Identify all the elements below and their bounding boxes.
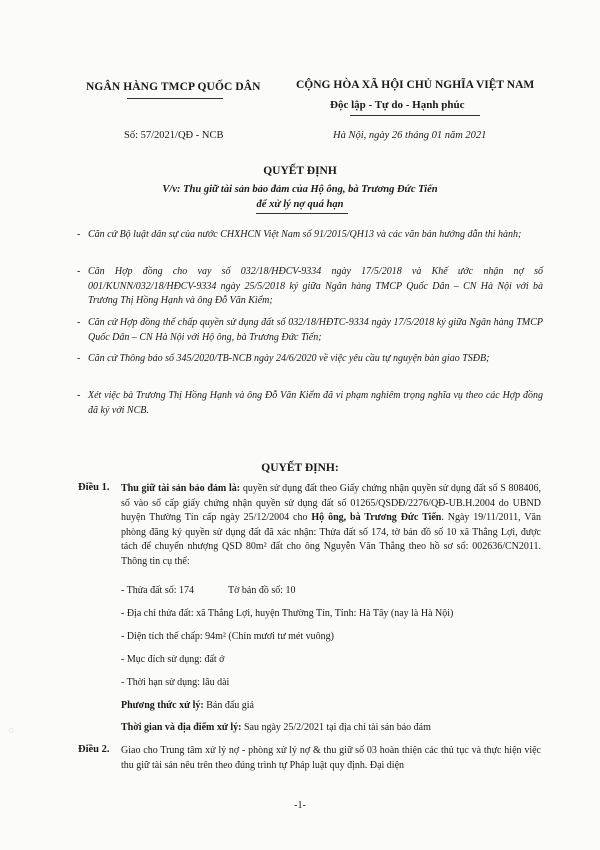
bank-underline <box>127 98 223 99</box>
legal-basis-item: - Xét việc bà Trương Thị Hồng Hạnh và ông Đỗ Văn Kiểm đã vi phạm nghiêm trọng nghĩa vụ theo các Hợp đồng đã ký với NCB. <box>88 389 543 418</box>
handling-time-place <box>121 722 431 733</box>
subject-line-2: để xử lý nợ quá hạn <box>256 199 344 210</box>
national-motto: Độc lập - Tự do - Hạnh phúc <box>330 99 465 111</box>
legal-basis-item: - Căn cứ Thông báo số 345/2020/TB-NCB ngày 24/6/2020 về việc yêu cầu tự nguyện bàn giao TSĐB; <box>88 352 543 367</box>
decision-heading: QUYẾT ĐỊNH: <box>261 462 339 474</box>
legal-basis-text: Căn cứ Bộ luật dân sự của nước CHXHCN Việt Nam số 91/2015/QH13 và các văn bản hướng dẫn thi hành; <box>88 229 522 240</box>
legal-basis-item: - Căn Hợp đồng cho vay số 032/18/HĐCV-9334 ngày 17/5/2018 và Khế ước nhận nợ số 001/KUNN/032/18/HĐCV-9334 ngày 25/5/2018 ký giữa Ngân hàng TMCP Quốc Dân – CN Hà Nội với bà Trương Thị Hồng Hạnh và ông Đỗ Văn Kiểm; <box>88 265 543 309</box>
handling-method-label: Phương thức xử lý: <box>121 700 204 711</box>
document-number: Số: 57/2021/QĐ - NCB <box>124 130 224 141</box>
national-title: CỘNG HÒA XÃ HỘI CHỦ NGHĨA VIỆT NAM <box>296 79 535 91</box>
map-sheet-number: Tờ bản đồ số: 10 <box>228 585 296 596</box>
owner-name: Hộ ông, bà Trương Đức Tiến <box>311 512 442 524</box>
article-1-text-2: . Ngày 19/11/2011, Văn phòng đăng ký quyền sử dụng đất đã xác nhận: Thửa đất số 174, tờ bản đồ số 10 xã Thắng Lợi, được tách để chuyển nhượng QSD 80m² đất cho ông Nguyễn Văn Thắng theo hồ sơ số: 002636/CN2011. Thông tin cụ thể: <box>121 512 541 567</box>
article-1-text: quyền sử dụng đất theo Giấy chứng nhận quyền sử dụng đất số S 808406, số vào sổ cấp giấy chứng nhận quyền sử dụng đất số 01265/QSDĐ/2276/QĐ-UB.H.2004 do UBND huyện Thường Tín cấp ngày 25/12/2004 cho <box>121 483 542 524</box>
legal-basis-item: - Căn cứ Bộ luật dân sự của nước CHXHCN Việt Nam số 91/2015/QH13 và các văn bản hướng dẫn thi hành; <box>88 228 543 243</box>
place-and-date: Hà Nội, ngày 26 tháng 01 năm 2021 <box>333 130 487 141</box>
article-2-label: Điều 2. <box>78 744 110 755</box>
article-1-label: Điều 1. <box>78 482 110 493</box>
legal-basis-text: Căn cứ Hợp đồng thế chấp quyền sử dụng đất số 032/18/HĐTC-9334 ngày 17/5/2018 ký giữa Ngân hàng TMCP Quốc Dân – CN Hà Nội với Hộ ông, bà Trương Đức Tiến; <box>88 317 543 343</box>
land-use-term: - Thời hạn sử dụng: lâu dài <box>121 677 230 688</box>
legal-basis-text: Căn cứ Thông báo số 345/2020/TB-NCB ngày 24/6/2020 về việc yêu cầu tự nguyện bàn giao TSĐB; <box>88 353 490 364</box>
mortgaged-area: - Diện tích thế chấp: 94m² (Chín mươi tư mét vuông) <box>121 631 334 642</box>
document-subject <box>0 182 600 212</box>
subject-underline <box>256 213 348 214</box>
legal-basis-text: Xét việc bà Trương Thị Hồng Hạnh và ông Đỗ Văn Kiểm đã vi phạm nghiêm trọng nghĩa vụ theo các Hợp đồng đã ký với NCB. <box>88 390 543 416</box>
lot-number: - Thửa đất số: 174 <box>121 585 195 596</box>
article-2-body: Giao cho Trung tâm xử lý nợ - phòng xử lý nợ & thu giữ số 03 hoàn thiện các thủ tục và thực hiện việc thu giữ tài sản nêu trên theo đúng trình tự Pháp luật quy định. Đại diện <box>121 745 541 771</box>
document-title: QUYẾT ĐỊNH <box>263 165 337 177</box>
subject-line-1: V/v: Thu giữ tài sản bảo đảm của Hộ ông, bà Trương Đức Tiến <box>162 184 438 195</box>
land-use-purpose: - Mục đích sử dụng: đất ở <box>121 654 225 665</box>
article-1-lead: Thu giữ tài sản bảo đảm là: <box>121 483 241 494</box>
legal-basis-text: Căn Hợp đồng cho vay số 032/18/HĐCV-9334 ngày 17/5/2018 và Khế ước nhận nợ số 001/KUNN/032/18/HĐCV-9334 ngày 25/5/2018 ký giữa Ngân hàng TMCP Quốc Dân – CN Hà Nội với bà Trương Thị Hồng Hạnh và ông Đỗ Văn Kiểm; <box>88 266 543 306</box>
handling-time-label: Thời gian và địa điểm xử lý: <box>121 722 242 733</box>
handling-time-value: Sau ngày 25/2/2021 tại địa chỉ tài sản bảo đảm <box>243 722 431 733</box>
page-number: -1- <box>294 800 306 811</box>
handling-method-value: Bán đấu giá <box>206 700 254 711</box>
handling-method <box>121 700 254 711</box>
issuing-bank: NGÂN HÀNG TMCP QUỐC DÂN <box>86 81 261 93</box>
motto-underline <box>350 115 480 116</box>
legal-basis-item: - Căn cứ Hợp đồng thế chấp quyền sử dụng đất số 032/18/HĐTC-9334 ngày 17/5/2018 ký giữa Ngân hàng TMCP Quốc Dân – CN Hà Nội với Hộ ông, bà Trương Đức Tiến; <box>88 316 543 345</box>
article-1-body <box>121 482 541 570</box>
faint-stamp-mark: ◌ <box>5 725 17 735</box>
land-address: - Địa chỉ thửa đất: xã Thắng Lợi, huyện Thường Tín, Tỉnh: Hà Tây (nay là Hà Nội) <box>121 608 454 619</box>
